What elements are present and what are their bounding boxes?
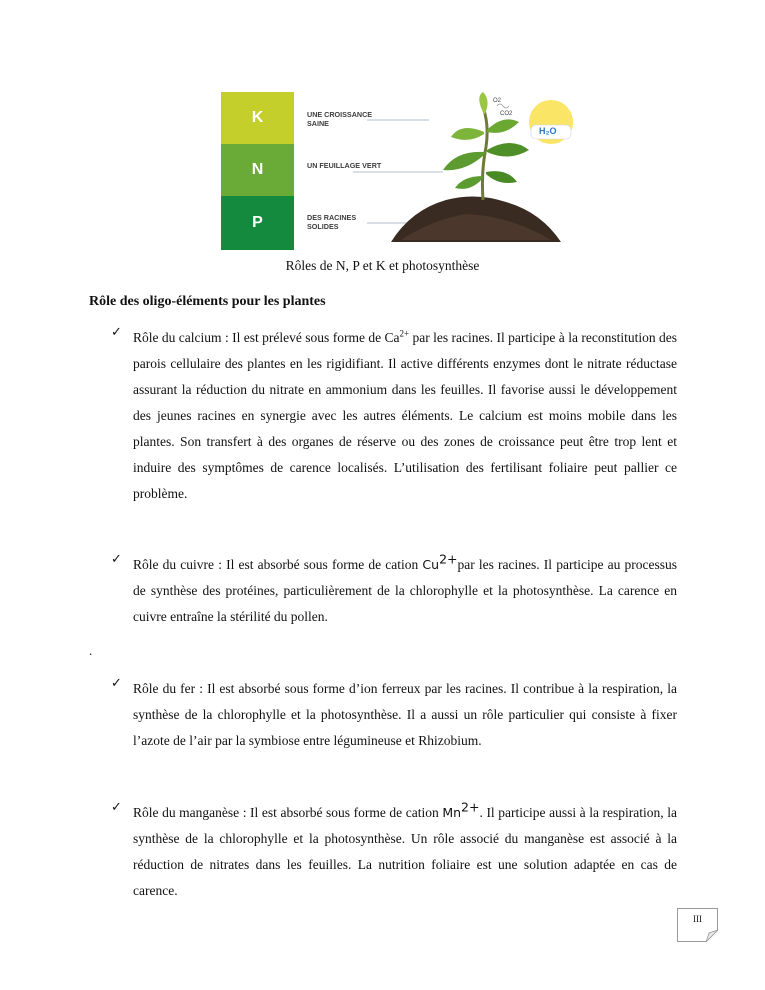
page-number-box: [677, 908, 718, 942]
page-number: III: [693, 914, 702, 924]
npk-label-n: UN FEUILLAGE VERT: [307, 161, 382, 170]
h2o-label: H₂O: [539, 126, 557, 136]
npk-box-k: K: [221, 92, 294, 144]
list-item-text: Rôle du fer : Il est absorbé sous forme d’ion ferreux par les racines. Il contribue à la respiration, la synthèse de la chlorophylle et la photosynthèse. Il a aussi un rôle particulier qui consiste à fixer l’azote de l’air par la symbiose entre légumineuse et Rhizobium.: [133, 681, 677, 748]
npk-box-n: N: [221, 144, 294, 196]
npk-box-p: P: [221, 196, 294, 250]
figure-caption: Rôles de N, P et K et photosynthèse: [285, 258, 480, 273]
checkmark-icon: ✓: [111, 676, 122, 691]
list-item-manganese: [89, 800, 677, 904]
list-item-calcium: [89, 325, 677, 507]
checkmark-icon: ✓: [111, 325, 122, 340]
npk-label-p: DES RACINES SOLIDES: [307, 213, 357, 231]
o2-label: O2: [493, 98, 502, 104]
list-item-text: Rôle du calcium : Il est prélevé sous forme de $Ca^{2+}$ par les racines. Il participe à la reconstitution des parois cellulaire des plantes en les rigidifiant. Il active différents enzymes dont le nitrate réductase assurant la réduction du nitrate en ammonium dans les feuilles. Il favorise aussi le développement des jeunes racines en synergie avec les autres éléments. Le calcium est moins mobile dans les plantes. Son transfert à des organes de réserve ou des zones de croissance peut être trop lent et induire des symptômes de carence localisés. L’utilisation des fertilisant foliaire peut pallier ce problème.: [133, 328, 677, 501]
separator-dot: .: [89, 643, 93, 658]
section-heading: Rôle des oligo-éléments pour les plantes: [89, 294, 326, 309]
plant-illustration-icon: [371, 92, 573, 250]
npk-figure: [221, 92, 573, 250]
co2-label: CO2: [500, 111, 513, 117]
list-item-text: Rôle du manganèse : Il est absorbé sous forme de cation $Mn^{2+}$. Il participe aussi à la respiration, la synthèse de la chlorophylle et la photosynthèse. Un rôle associé du manganèse est associé à la réduction de nitrates dans les feuilles. La nutrition foliaire est une solution adaptée en cas de carence.: [133, 799, 677, 898]
list-item-text: Rôle du cuivre : Il est absorbé sous forme de cation $Cu^{2+}par$ les racines. Il participe au processus de synthèse des protéines, particulièrement de la chlorophylle et la photosynthèse. La carence en cuivre entraîne la stérilité du pollen.: [133, 551, 677, 624]
npk-label-k: UNE CROISSANCE SAINE: [307, 110, 373, 128]
page-fold-icon: [706, 930, 718, 942]
checkmark-icon: ✓: [111, 552, 122, 567]
checkmark-icon: ✓: [111, 800, 122, 815]
list-item-fer: [89, 676, 677, 754]
list-item-cuivre: [89, 552, 677, 630]
